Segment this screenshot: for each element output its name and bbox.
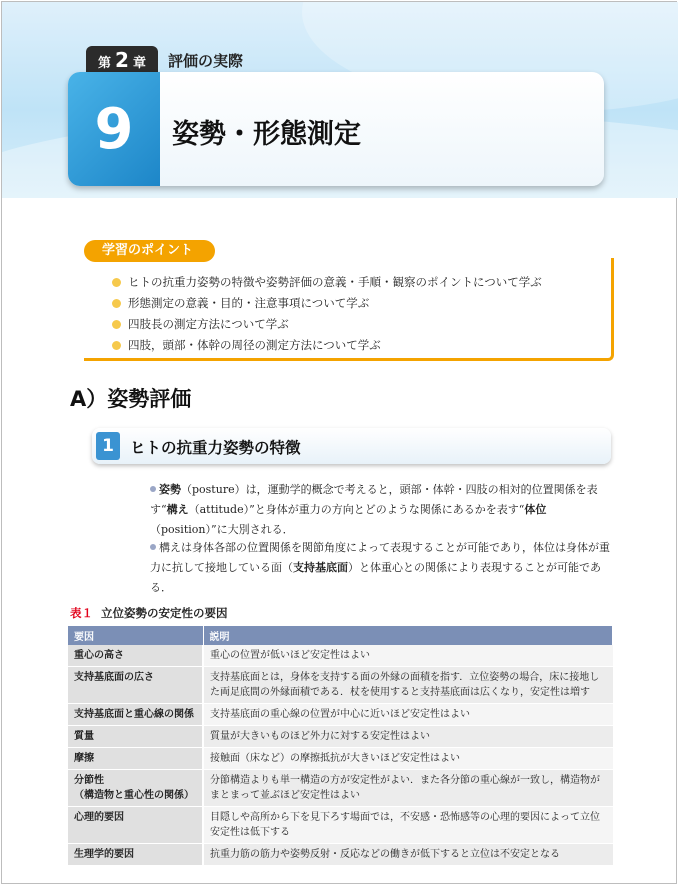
bullet-icon <box>112 299 121 308</box>
paragraph-posture: 姿勢（posture）は，運動学的概念で考えると，頭部・体幹・四肢の相対的位置関係を表す“構え（attitude）”と身体が重力の方向とどのような関係にあるかを表す“体位（position）”に大別される． <box>150 483 598 536</box>
section-number: 9 <box>68 72 160 186</box>
table-row: 重心の高さ 重心の位置が低いほど安定性はよい <box>68 645 613 667</box>
table-header-row <box>68 626 613 645</box>
chapter-title: 評価の実際 <box>167 51 243 70</box>
section-heading: A）姿勢評価 <box>70 387 192 411</box>
table-row: 分節性 （構造物と重心性の関係） 分節構造よりも単一構造の方が安定性がよい．また各分節の重心線が一致し，構造物がまとまって並ぶほど安定性はよい <box>68 770 613 807</box>
table-row: 支持基底面と重心線の関係 支持基底面の重心線の位置が中心に近いほど安定性はよい <box>68 704 613 726</box>
bullet-icon <box>150 544 156 550</box>
chapter-number: 2 <box>115 48 129 72</box>
chapter-label <box>86 46 158 74</box>
subsection-title: ヒトの抗重力姿勢の特徴 <box>130 439 301 457</box>
table-caption-text: 立位姿勢の安定性の要因 <box>101 606 228 620</box>
table-row: 心理的要因 目隠しや高所から下を見下ろす場面では，不安感・恐怖感等の心理的要因によって立位安定性は低下する <box>68 807 613 844</box>
chapter-prefix: 第 <box>98 56 112 71</box>
paragraph-attitude: 構えは身体各部の位置関係を関節角度によって表現することが可能であり，体位は身体が重力に抗して接地している面（支持基底面）と体重心との関係により表現することが可能である． <box>150 541 610 594</box>
list-item: 四肢長の測定方法について学ぶ <box>112 314 542 335</box>
list-item: 形態測定の意義・目的・注意事項について学ぶ <box>112 293 542 314</box>
column-header: 要因 <box>68 626 203 645</box>
bullet-icon <box>112 320 121 329</box>
bullet-icon <box>112 341 121 350</box>
table-row: 生理学的要因 抗重力筋の筋力や姿勢反射・反応などの働きが低下すると立位は不安定となる <box>68 844 613 866</box>
bullet-icon <box>112 278 121 287</box>
table-row: 摩擦 接触面（床など）の摩擦抵抗が大きいほど安定性はよい <box>68 748 613 770</box>
chapter-suffix: 章 <box>132 56 146 71</box>
stability-factors-table <box>68 626 613 866</box>
subsection-number: 1 <box>96 432 120 460</box>
table-row: 質量 質量が大きいものほど外力に対する安定性はよい <box>68 726 613 748</box>
learning-points-list <box>112 272 542 356</box>
list-item: 四肢，頭部・体幹の周径の測定方法について学ぶ <box>112 335 542 356</box>
table-caption-label: 表１ <box>70 606 93 620</box>
list-item: ヒトの抗重力姿勢の特徴や姿勢評価の意義・手順・観察のポイントについて学ぶ <box>112 272 542 293</box>
table-row: 支持基底面の広さ 支持基底面とは，身体を支持する面の外縁の面積を指す．立位姿勢の場合，床に接地した両足底間の外縁面積である．杖を使用すると支持基底面は広くなり，安定性は増す <box>68 667 613 704</box>
bullet-icon <box>150 486 156 492</box>
chapter-tab <box>86 46 243 74</box>
column-header: 説明 <box>203 626 613 645</box>
table-caption <box>70 605 228 621</box>
learning-points-label: 学習のポイント <box>84 240 215 262</box>
section-title: 姿勢・形態測定 <box>172 119 361 150</box>
